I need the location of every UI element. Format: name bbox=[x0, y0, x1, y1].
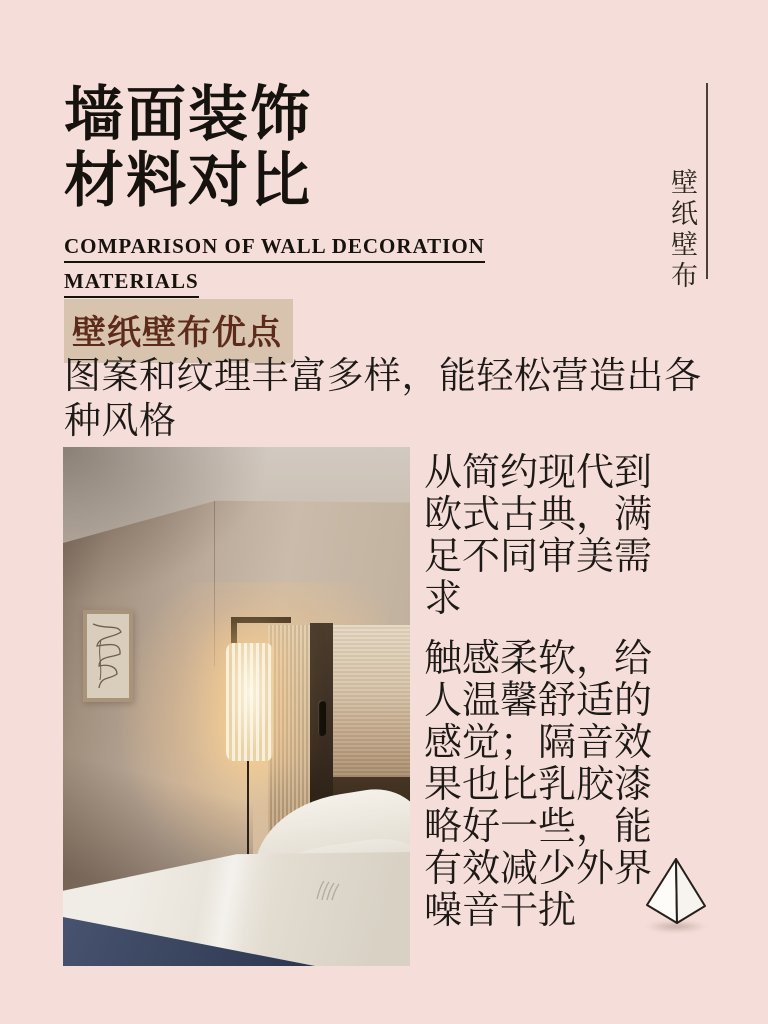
line-art-drawing bbox=[87, 614, 129, 698]
pyramid-icon bbox=[643, 854, 709, 928]
vertical-tag-label: 壁纸壁布 bbox=[667, 168, 697, 292]
page-subtitle-line1: COMPARISON OF WALL DECORATION bbox=[64, 234, 485, 263]
page-title-line2: 材料对比 bbox=[64, 148, 312, 214]
page-subtitle bbox=[64, 234, 485, 304]
duvet-stitching bbox=[313, 879, 343, 906]
page-subtitle-line2: MATERIALS bbox=[64, 269, 199, 298]
page-title-line1: 墙面装饰 bbox=[64, 82, 312, 148]
detail-text-column bbox=[424, 452, 668, 932]
panel-handle bbox=[318, 700, 326, 736]
bedroom-photo bbox=[63, 447, 410, 966]
wall-lamp-shade bbox=[226, 643, 273, 761]
photo-shadow-corner bbox=[63, 447, 271, 603]
section-heading: 壁纸壁布优点 bbox=[64, 299, 293, 363]
page-title bbox=[64, 82, 312, 214]
headboard-fabric-panel bbox=[333, 625, 410, 777]
wall-lamp-arm bbox=[231, 617, 291, 623]
intro-paragraph: 图案和纹理丰富多样，能轻松营造出各种风格 bbox=[64, 356, 702, 442]
detail-paragraph-1: 从简约现代到欧式古典，满足不同审美需求 bbox=[424, 452, 653, 620]
detail-paragraph-2: 触感柔软，给人温馨舒适的感觉；隔音效果也比乳胶漆略好一些，能有效减少外界噪音干扰 bbox=[424, 638, 653, 932]
framed-art bbox=[83, 610, 133, 702]
vertical-rule bbox=[706, 83, 708, 279]
